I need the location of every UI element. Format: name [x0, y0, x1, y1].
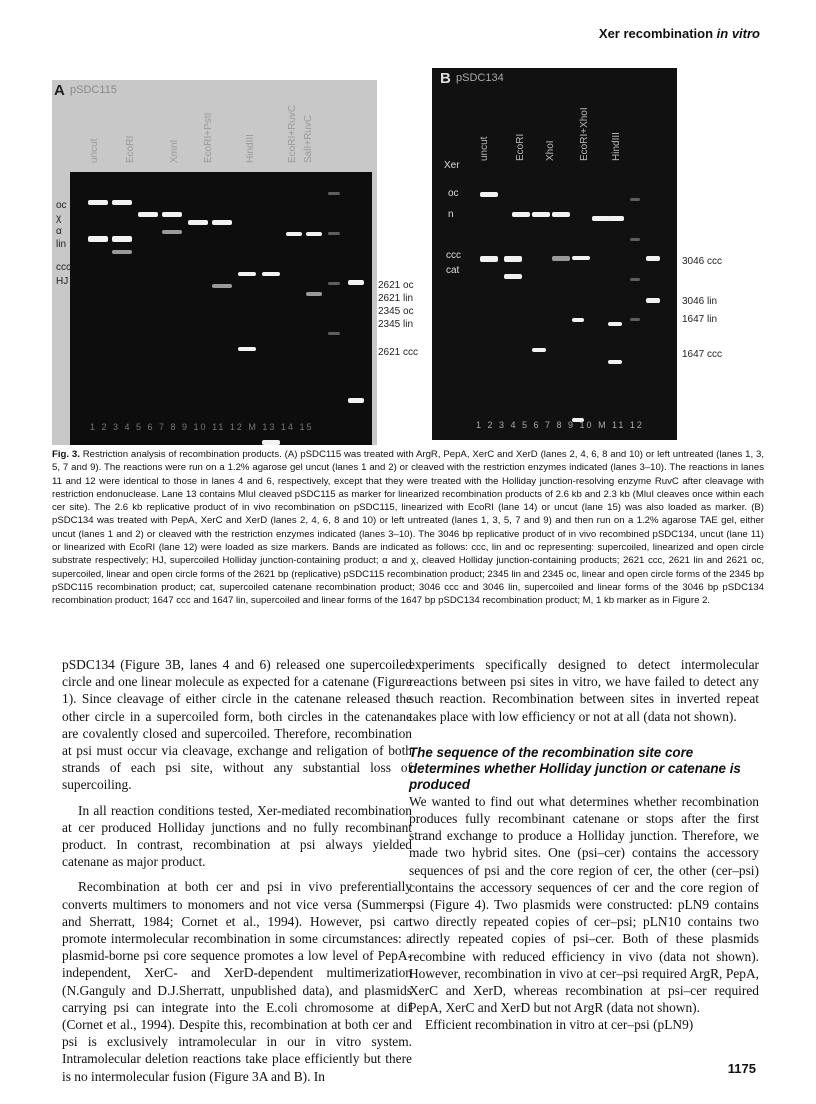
panel-b-label-1647-lin: 1647 lin [682, 314, 718, 325]
panel-a-label-2621-lin: 2621 lin [378, 293, 414, 304]
panel-b-label-3046-ccc: 3046 ccc [682, 256, 723, 267]
left-paragraph-3: Recombination at both cer and psi in vivo preferentially converts multimers to monomers and not vice versa (Summers and Sherratt, 1984; Cornet et al., 1994). However, psi can promote intermolecular recombination in some circumstances: a plasmid-borne psi core sequence promotes a low level of PepA-independent, XerC- and XerD-dependent multimerization (N.Ganguly and D.J.Sherratt, unpublished data), and plasmids carrying psi can integrate into the E.coli chromosome at dif (Cornet et al., 1994). Despite this, recombination at both cer and psi is exclusively intramolecular in our in vitro system. Intramolecular deletion reactions take place efficiently but there is no intermolecular fusion (Figure 3A and B). In [62, 879, 412, 1084]
panel-b-lane-head-2: EcoRI [515, 133, 526, 161]
panel-a-lane-head-1: uncut [89, 138, 100, 163]
panel-a-label-alpha: α [56, 226, 62, 237]
panel-a-label: A [54, 82, 65, 99]
panel-a-label-2345-lin: 2345 lin [378, 319, 414, 330]
left-paragraph-2: In all reaction conditions tested, Xer-mediated recombination at cer produced Holliday junctions and no fully recombinant product. In contrast, recombination at psi always yielded catenane as major product. [62, 802, 412, 870]
left-paragraph-1: pSDC134 (Figure 3B, lanes 4 and 6) released one supercoiled circle and one linear molecule as expected for a catenane (Figure 1). Since cleavage of either circle in the catenane released the other circle in a supercoiled form, both circles in the catenane are covalently closed and supercoiled. Therefore, recombination at psi must occur via cleavage, exchange and religation of both strands of each psi site, without any substantial loss of supercoiling. [62, 657, 412, 793]
panel-a-label-ccc: ccc [56, 262, 71, 273]
gel-a-image [70, 172, 372, 445]
panel-a-lane-head-2: EcoRI [125, 135, 136, 163]
panel-a-label-oc: oc [56, 200, 67, 211]
panel-a-label-2621-ccc: 2621 ccc [378, 347, 419, 358]
panel-b-title: pSDC134 [456, 72, 504, 84]
right-paragraph-1: experiments specifically designed to detect intermolecular reactions between psi sites in vitro, we have failed to detect any such reaction. Recombination between sites in inverted repeat takes place with low efficiency or not at all (data not shown). [409, 657, 759, 724]
panel-b-lane-head-3: XhoI [545, 140, 556, 161]
panel-b-label-n: n [448, 209, 454, 220]
panel-b-label-3046-lin: 3046 lin [682, 296, 718, 307]
figure-caption [52, 448, 764, 608]
panel-a-title: pSDC115 [70, 84, 117, 96]
panel-a-label-chi: χ [56, 213, 62, 224]
section-heading: The sequence of the recombination site core determines whether Holliday junction or catenane is produced [409, 744, 741, 792]
panel-b-label-oc: oc [448, 188, 459, 199]
panel-b-lane-head-4: EcoRI+XhoI [579, 107, 590, 161]
gel-panel-b [432, 68, 677, 440]
left-column [62, 656, 412, 1085]
panel-a-lane-head-6: EcoRI+RuvC [287, 104, 298, 163]
right-paragraph-2: We wanted to find out what determines whether recombination produces fully recombinant catenane or stops after the first strand exchange to produce a Holliday junction. Therefore, we made two hybrid sites. One (psi–cer) contains the accessory sequences of psi and the core region of cer, the other (cer–psi) contains the accessory sequences of cer and the core region of psi (Figure 4). Two plasmids were constructed: pLN9 contains two directly repeated copies of cer–psi; pLN10 contains two directly repeated copies of psi–cer. Both of these plasmids recombine with reduced efficiency in vivo (data not shown). However, recombination in vivo at cer–psi required ArgR, PepA, XerC and XerD, whereas recombination at psi–cer required PepA, XerC and XerD but not ArgR (data not shown). [409, 793, 759, 1016]
panel-b-lane-head-5: HindIII [611, 132, 622, 161]
panel-b-label-1647-ccc: 1647 ccc [682, 349, 723, 360]
right-paragraph-3: Efficient recombination in vitro at cer–psi (pLN9) [425, 1017, 694, 1033]
panel-a-lane-numbers: 1 2 3 4 5 6 7 8 9 10 11 12 M 13 14 15 [90, 422, 314, 432]
panel-a-lane-head-3: XmnI [169, 139, 180, 163]
panel-b-label: B [440, 70, 451, 87]
panel-a-lane-head-4: EcoRI+PstI [203, 112, 214, 163]
panel-b-lane-numbers: 1 2 3 4 5 6 7 8 9 10 M 11 12 [476, 420, 644, 430]
right-column [409, 656, 759, 1034]
panel-a-lane-head-5: HindIII [245, 134, 256, 163]
panel-a-lane-head-7: SalI+RuvC [303, 114, 314, 163]
caption-text: Restriction analysis of recombination products. (A) pSDC115 was treated with ArgR, PepA, XerC and XerD (lanes 2, 4, 6, 8 and 10) or left untreated (lanes 1, 3, 5, 7 and 9). The reactions were run on a 1.2% agarose gel uncut (lanes 1 and 2) or cleaved with the restriction enzymes indicated (lanes 3–10). The reactions in lanes 11 and 12 were identical to those in lanes 4 and 6, respectively, except that they were treated with the Holliday junction-resolving enzyme RuvC after cleavage with restriction endonuclease. Lane 13 contains MluI cleaved pSDC115 as marker for linearized recombination products of 2.6 kb and 2.3 kb (MluI cleaves once within each cer site). The 2.6 kb replicative product of in vivo recombination on pSDC115, linearized with EcoRI (lane 14) or uncut (lane 15) was also loaded as marker. (B) pSDC134 was treated with PepA, XerC and XerD (lanes 2, 4, 6, 8 and 10) or left untreated (lanes 1, 3, 5, 7 and 9) and then run on a 1.2% agarose TAE gel, either uncut (lanes 1 and 2) or cleaved with the restriction enzymes indicated (lanes 3–10). The 3046 bp replicative product of in vivo recombined pSDC134, uncut (lane 11) or linearized with EcoRI (lane 12) were loaded as size markers. Bands are indicated as follows: ccc, lin and oc representing: supercoiled, linearized and open circle substrate respectively; HJ, supercoiled Holliday junction-containing product; α and χ, cleaved Holliday junction-containing products; 2621 ccc, 2621 lin and 2621 oc, supercoiled, linear and open circle forms of the 2621 bp (replicative) pSDC115 recombination product; 2345 lin and 2345 oc, linear and open circle forms of the 2345 bp pSDC115 recombination product; cat, supercoiled catenane recombination product; 3046 ccc and 3046 lin, supercoiled and linear forms of the 3046 bp pSDC134 recombination product; 1647 ccc and 1647 lin, supercoiled and linear forms of the 1647 bp pSDC134 recombination product; M, 1 kb marker as in Figure 2. [52, 449, 765, 607]
panel-a-label-hj: HJ [56, 276, 69, 287]
panel-b-xer-label: Xer [444, 160, 460, 171]
panel-a-label-lin: lin [56, 239, 67, 250]
panel-b-label-ccc: ccc [446, 250, 461, 261]
running-head: Xer recombination in vitro [598, 26, 760, 41]
panel-b-label-cat: cat [446, 265, 460, 276]
caption-label: Fig. 3. [52, 449, 80, 460]
gel-panel-a [52, 80, 377, 445]
panel-a-label-2345-oc: 2345 oc [378, 306, 414, 317]
panel-a-label-2621-oc: 2621 oc [378, 280, 414, 291]
panel-b-lane-head-1: uncut [479, 136, 490, 161]
page-number: 1175 [727, 1061, 756, 1076]
